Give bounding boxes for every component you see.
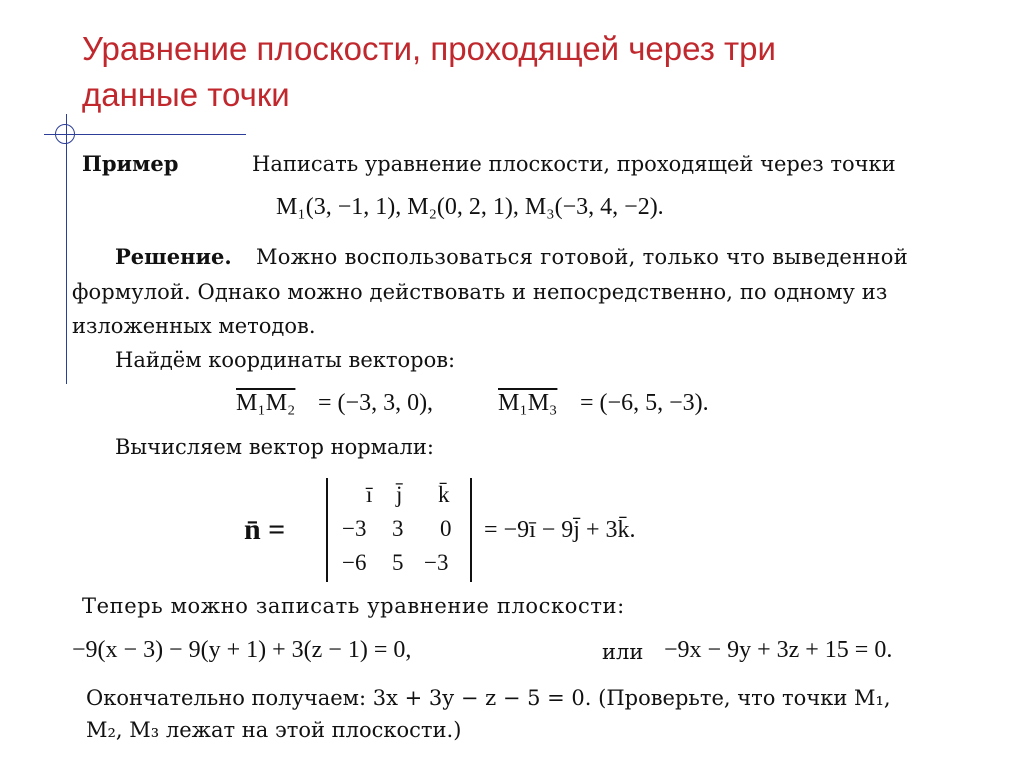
example-label: Пример [82,151,179,176]
matrix-cell: −3 [342,516,367,541]
solution-line1: Можно воспользоваться готовой, только что выведенной [256,245,908,269]
matrix-cell: 0 [440,516,452,541]
plane-or: или [602,640,644,664]
matrix-cell: −6 [342,550,367,575]
decorative-circle-icon [55,124,75,144]
final-line2: M₂, M₃ лежат на этой плоскости.) [86,718,462,742]
matrix-cell: j̄ [396,482,403,507]
matrix-cell: 3 [392,516,404,541]
example-text: Написать уравнение плоскости, проходящей через точки [252,152,896,176]
vectors-intro: Найдём координаты векторов: [115,348,456,372]
normal-rhs: = −9ī − 9j̄ + 3k̄. [484,517,636,543]
slide-title-line2: данные точки [82,76,290,113]
normal-intro: Вычисляем вектор нормали: [115,435,434,459]
vector-m1m3-value: = (−6, 5, −3). [580,390,709,416]
plane-intro: Теперь можно записать уравнение плоскости: [82,594,625,618]
slide-title-line1: Уравнение плоскости, проходящей через три [82,30,776,67]
matrix-cell: −3 [424,550,449,575]
determinant-matrix [326,478,472,582]
matrix-cell: k̄ [438,482,450,507]
plane-equation-2: −9x − 9y + 3z + 15 = 0. [664,637,893,663]
normal-lhs: n̄ = [244,513,286,546]
vector-m1m3-name: M₁M₃ [498,390,558,416]
solution-line3: изложенных методов. [72,314,316,338]
matrix-cell: ī [366,482,373,507]
plane-equation-1: −9(x − 3) − 9(y + 1) + 3(z − 1) = 0, [72,637,412,663]
decorative-vertical-line [66,114,67,384]
solution-label: Решение. [115,244,232,269]
matrix-cell: 5 [392,550,404,575]
vector-m1m2-name: M₁M₂ [236,390,296,416]
example-points: M₁(3, −1, 1), M₂(0, 2, 1), M₃(−3, 4, −2). [276,194,664,220]
vector-m1m2-value: = (−3, 3, 0), [318,390,434,416]
solution-line2: формулой. Однако можно действовать и непосредственно, по одному из [72,280,888,304]
final-line1: Окончательно получаем: 3x + 3y − z − 5 = 0. (Проверьте, что точки M₁, [86,686,891,710]
slide-title [82,26,982,118]
